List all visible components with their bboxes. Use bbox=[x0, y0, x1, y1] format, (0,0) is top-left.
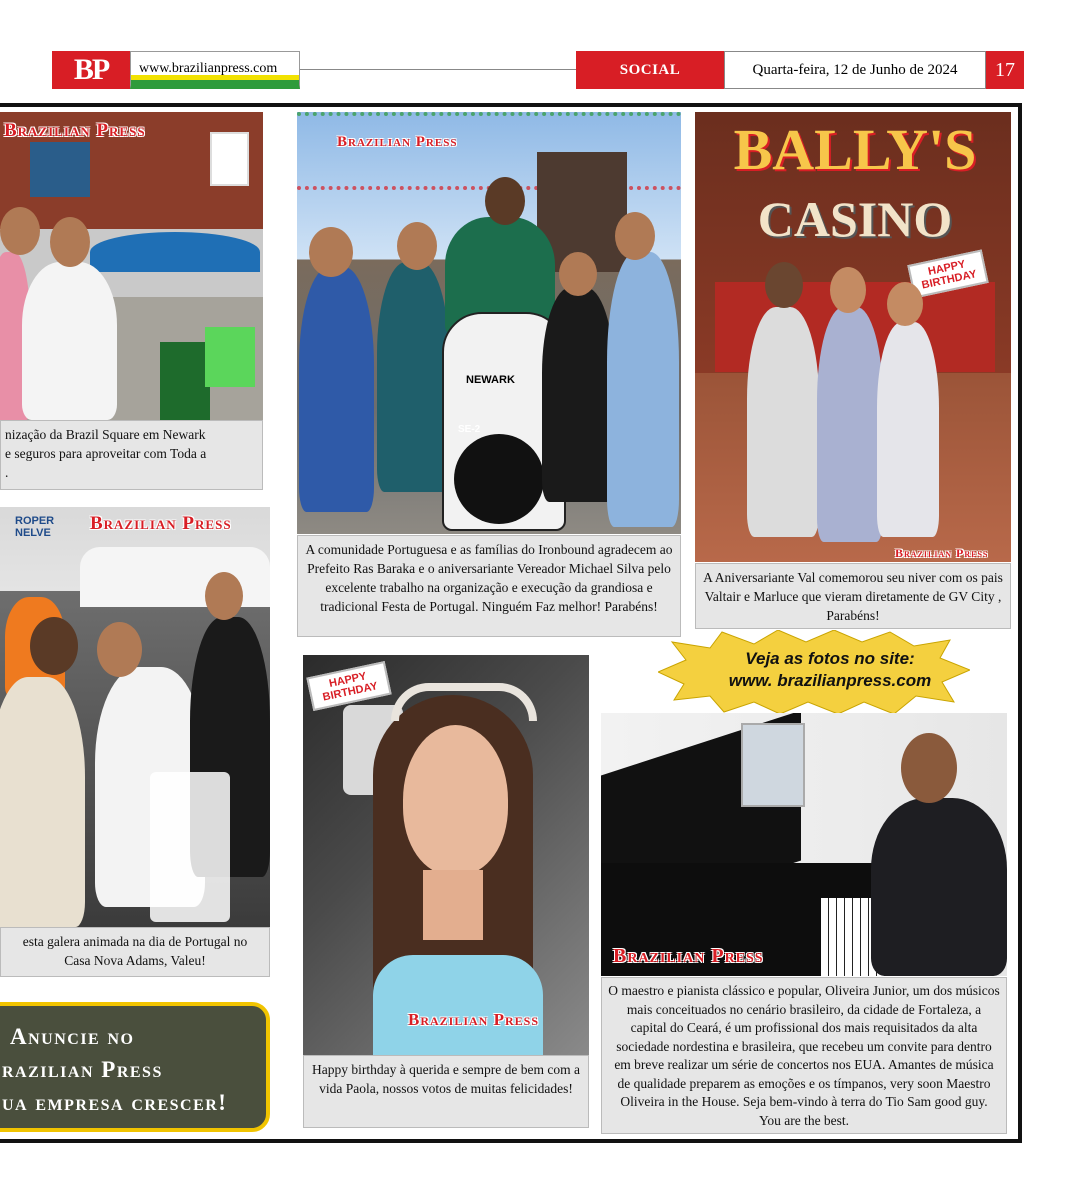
person-head bbox=[887, 282, 923, 326]
section-label: SOCIAL bbox=[576, 51, 724, 89]
caption-paola: Happy birthday à querida e sempre de bem com a vida Paola, nossos votos de muitas felicidades! bbox=[303, 1055, 589, 1128]
person-head bbox=[765, 262, 803, 308]
person-head bbox=[309, 227, 353, 277]
scooter-plate: SE-2 bbox=[458, 424, 481, 435]
brazilian-press-watermark: Brazilian Press bbox=[4, 120, 146, 141]
person-lilac-outfit bbox=[817, 307, 883, 542]
ballys-sign: BALLY'S bbox=[733, 117, 977, 182]
photo-brazil-square[interactable] bbox=[0, 112, 263, 420]
person-head bbox=[485, 177, 525, 225]
headband bbox=[391, 683, 537, 721]
page-number: 17 bbox=[986, 51, 1024, 89]
happy-birthday-badge: HAPPY BIRTHDAY bbox=[907, 249, 988, 298]
trash-bin bbox=[160, 342, 210, 420]
photo-paola[interactable] bbox=[303, 655, 589, 1055]
photo-ironbound[interactable] bbox=[297, 112, 681, 534]
caption-ballys: A Aniversariante Val comemorou seu niver com os pais Valtair e Marluce que vieram diretamente de GV City , Parabéns! bbox=[695, 563, 1011, 629]
person-head bbox=[615, 212, 655, 260]
person-head bbox=[397, 222, 437, 270]
person-head bbox=[205, 572, 243, 620]
pianist-head bbox=[901, 733, 957, 803]
wall-art bbox=[741, 723, 805, 807]
happy-birthday-badge: HAPPY BIRTHDAY bbox=[306, 661, 391, 711]
brazilian-press-logo[interactable]: BP bbox=[52, 51, 130, 89]
header-divider bbox=[300, 69, 576, 70]
teal-top bbox=[373, 955, 543, 1055]
promo-line-1: Veja as fotos no site: bbox=[745, 649, 915, 668]
photo-oliveira-junior[interactable] bbox=[601, 713, 1007, 976]
person-blue-shirt bbox=[299, 267, 374, 512]
pianist-suit bbox=[871, 798, 1007, 976]
person-head bbox=[0, 207, 40, 255]
neck bbox=[423, 870, 483, 940]
ad-line-3: ua empresa crescer! bbox=[2, 1090, 228, 1115]
person-white-top bbox=[877, 322, 939, 537]
person-head bbox=[30, 617, 78, 675]
banner-text: ROPER NELVE bbox=[15, 515, 55, 539]
person-black-dress bbox=[542, 287, 614, 502]
ad-line-2: razilian Press bbox=[2, 1057, 163, 1082]
brazilian-press-watermark: Brazilian Press bbox=[613, 945, 764, 967]
promo-burst-text[interactable] bbox=[690, 648, 970, 692]
person-head bbox=[50, 217, 90, 267]
brazilian-press-watermark: Brazilian Press bbox=[90, 513, 232, 534]
casino-sign: CASINO bbox=[757, 191, 953, 247]
scooter-wheel bbox=[454, 434, 544, 524]
caption-brazil-square: nização da Brazil Square em Newark e seguros para aproveitar com Toda a . bbox=[0, 420, 263, 490]
umbrella bbox=[90, 232, 260, 272]
photo-casa-nova[interactable] bbox=[0, 507, 270, 927]
brazilian-press-watermark: Brazilian Press bbox=[895, 546, 989, 560]
person-light-blue-jacket bbox=[607, 252, 679, 527]
brazilian-press-watermark: Brazilian Press bbox=[337, 134, 458, 150]
window bbox=[210, 132, 249, 186]
caption-casa-nova: esta galera animada na dia de Portugal no Casa Nova Adams, Valeu! bbox=[0, 927, 270, 977]
person-head bbox=[97, 622, 142, 677]
ad-line-1: Anuncie no bbox=[10, 1024, 135, 1049]
store-sign bbox=[30, 142, 90, 197]
person-head bbox=[830, 267, 866, 313]
site-url[interactable]: www.brazilianpress.com bbox=[130, 51, 300, 89]
instagram-tags bbox=[150, 772, 230, 922]
promo-line-2: www. brazilianpress.com bbox=[728, 671, 932, 690]
issue-date: Quarta-feira, 12 de Junho de 2024 bbox=[724, 51, 986, 89]
poster bbox=[205, 327, 255, 387]
person-striped-dress bbox=[0, 677, 85, 927]
person-teal-shirt bbox=[377, 262, 449, 492]
caption-ironbound: A comunidade Portuguesa e as famílias do Ironbound agradecem ao Prefeito Ras Baraka e o aniversariante Vereador Michael Silva pelo excelente trabalho na organização e execução da grandiosa e tradicional Festa de Portugal. Ninguém Faz melhor! Parabéns! bbox=[297, 535, 681, 637]
brazilian-press-watermark: Brazilian Press bbox=[408, 1010, 540, 1029]
person-yankees-shirt bbox=[22, 262, 117, 420]
face bbox=[403, 725, 508, 875]
photo-ballys-casino[interactable] bbox=[695, 112, 1011, 562]
person-head bbox=[559, 252, 597, 296]
advertise-banner[interactable] bbox=[0, 1002, 270, 1132]
scooter-label: NEWARK bbox=[466, 374, 515, 386]
person-striped-sweater bbox=[747, 307, 819, 537]
caption-oliveira-junior: O maestro e pianista clássico e popular, Oliveira Junior, um dos músicos mais conceituados no cenário brasileiro, da cidade de Fortaleza, a capital do Ceará, é um profissional dos mais requisitados da alta sociedade nordestina e brasileira, que recebeu um convite para dentro em breve realizar um série de concertos nos EUA. Amantes de música de qualidade preparem as emoções e os tímpanos, very soon Maestro Oliveira in the House. Seja bem-vindo à terra do Tio Sam good guy. You are the best. bbox=[601, 977, 1007, 1134]
